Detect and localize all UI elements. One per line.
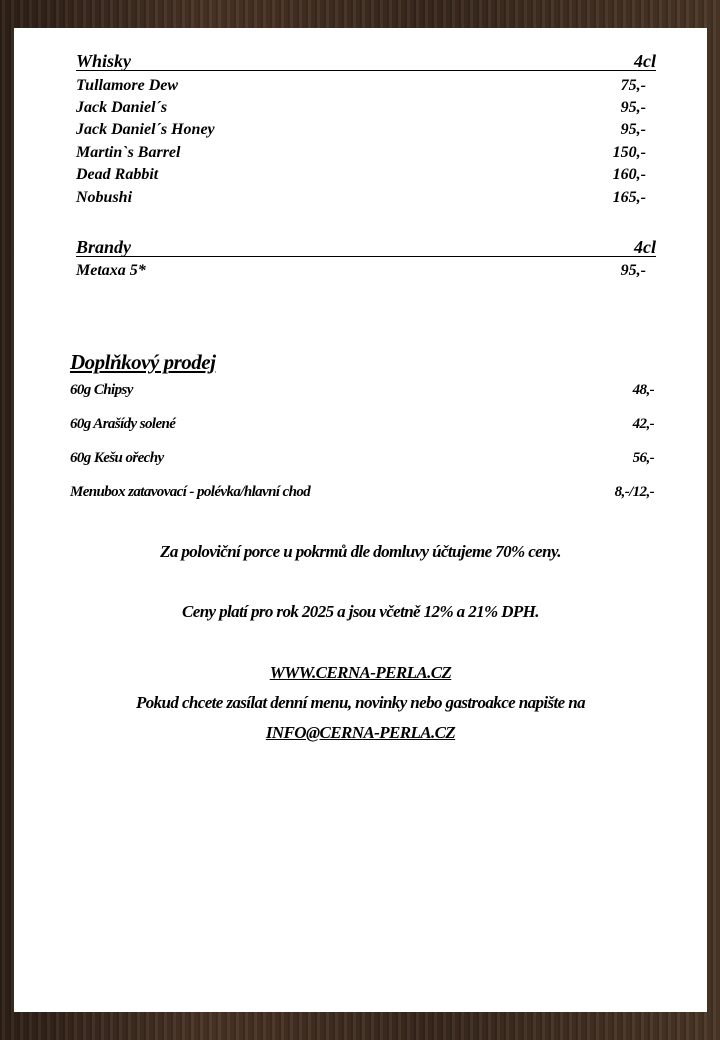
menu-item-price: 95,- — [620, 262, 646, 279]
menu-item-name: Metaxa 5* — [76, 262, 146, 279]
email-link[interactable]: INFO@CERNA-PERLA.CZ — [265, 723, 456, 742]
extra-item — [70, 380, 654, 400]
whisky-section-title: Whisky — [76, 51, 132, 71]
newsletter-note: Pokud chcete zasílat denní menu, novinky nebo gastroakce napište na — [135, 693, 586, 712]
menu-item-price: 95,- — [620, 121, 646, 138]
menu-item-price: 150,- — [612, 144, 646, 161]
menu-item — [76, 120, 646, 140]
website-link[interactable]: WWW.CERNA-PERLA.CZ — [269, 663, 452, 682]
extras-section-title: Doplňkový prodej — [70, 350, 216, 374]
menu-item — [76, 143, 646, 163]
extra-item — [70, 448, 654, 468]
whisky-section-unit: 4cl — [634, 51, 656, 71]
menu-item — [76, 165, 646, 185]
menu-item-price: 95,- — [620, 99, 646, 116]
menu-item-name: Jack Daniel´s Honey — [76, 121, 215, 138]
extra-item — [70, 414, 654, 434]
extra-item-price: 56,- — [632, 450, 654, 466]
brandy-section-unit: 4cl — [634, 237, 656, 257]
menu-item-name: Jack Daniel´s — [76, 99, 168, 116]
extra-item-name: 60g Kešu ořechy — [70, 450, 164, 466]
menu-item-price: 165,- — [612, 189, 646, 206]
menu-item-name: Tullamore Dew — [76, 77, 179, 94]
prices-validity-note: Ceny platí pro rok 2025 a jsou včetně 12% a 21% DPH. — [182, 602, 539, 621]
extra-item — [70, 482, 654, 502]
whisky-section-header — [76, 52, 656, 71]
menu-item-price: 160,- — [612, 166, 646, 183]
menu-item-name: Nobushi — [76, 189, 133, 206]
menu-item — [76, 261, 646, 281]
extra-item-price: 8,-/12,- — [614, 484, 654, 500]
half-portion-note: Za poloviční porce u pokrmů dle domluvy účtujeme 70% ceny. — [160, 542, 561, 561]
menu-item-name: Dead Rabbit — [76, 166, 159, 183]
extra-item-name: 60g Chipsy — [70, 382, 133, 398]
brandy-section-header — [76, 238, 656, 257]
extra-item-price: 42,- — [632, 416, 654, 432]
brandy-section-title: Brandy — [76, 237, 132, 257]
extra-item-price: 48,- — [632, 382, 654, 398]
menu-item — [76, 98, 646, 118]
extra-item-name: 60g Arašídy solené — [70, 416, 176, 432]
menu-item-price: 75,- — [620, 77, 646, 94]
menu-item — [76, 76, 646, 96]
extra-item-name: Menubox zatavovací - polévka/hlavní chod — [70, 484, 311, 500]
menu-page — [14, 28, 707, 1012]
menu-item — [76, 188, 646, 208]
menu-item-name: Martin`s Barrel — [76, 144, 181, 161]
